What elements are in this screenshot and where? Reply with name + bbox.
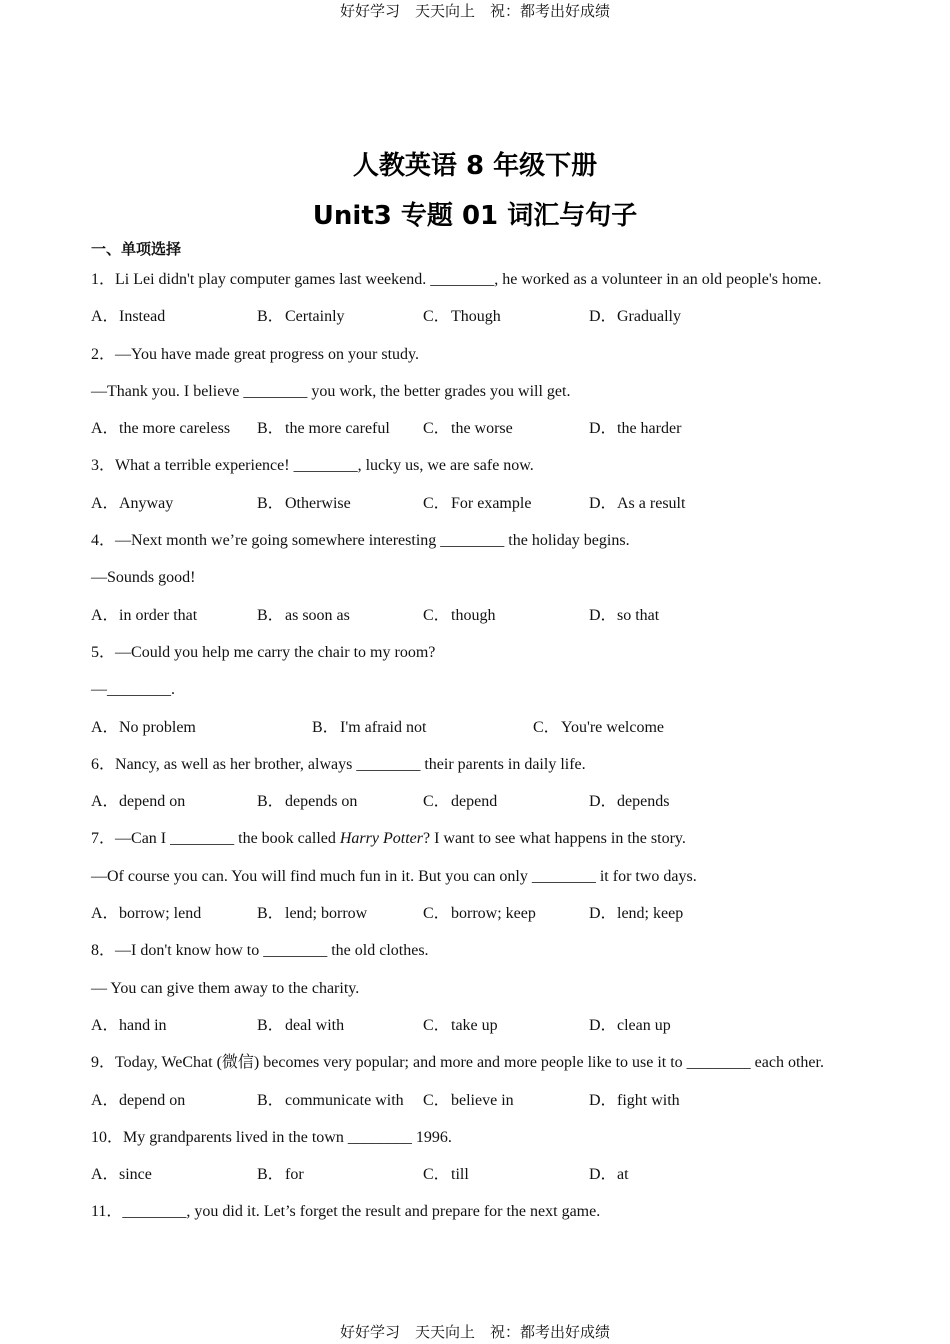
option-c[interactable]: C．For example [423,494,532,512]
option-a[interactable]: A．No problem [91,718,196,736]
book-title: Harry Potter [339,830,423,848]
option-a[interactable]: A．depend on [91,793,186,811]
question-5-options [91,715,891,752]
section-title: 一、单项选择 [91,240,182,258]
question-8-options [91,1013,891,1050]
question-11-stem [91,1199,891,1236]
question-number: 2． [91,345,116,363]
question-8-reply: — You can give them away to the charity. [91,979,360,997]
question-1-stem [91,267,891,304]
option-d[interactable]: D．depends [589,793,670,811]
question-7-reply: —Of course you can. You will find much fun in it. But you can only ________ it for two days. [91,867,697,885]
option-c[interactable]: C．Though [423,308,501,326]
option-d[interactable]: D．As a result [589,494,686,512]
question-4-reply: —Sounds good! [91,569,196,587]
option-c[interactable]: C．though [423,606,496,624]
question-text: Today, WeChat (微信) becomes very popular; and more and more people like to use it to ________ each other. [115,1054,824,1072]
option-b[interactable]: B．for [257,1166,304,1184]
question-8-stem [91,938,891,975]
option-b[interactable]: B．as soon as [257,606,350,624]
question-4-options [91,603,891,640]
question-2-reply: —Thank you. I believe ________ you work, the better grades you will get. [91,382,571,400]
question-5-reply: —________. [91,681,175,699]
question-text: What a terrible experience! ________, lucky us, we are safe now. [115,457,534,475]
question-text: —Next month we’re going somewhere interesting ________ the holiday begins. [115,532,630,550]
option-b[interactable]: B．I'm afraid not [312,718,427,736]
option-c[interactable]: C．the worse [423,420,513,438]
document-title: 人教英语 8 年级下册 [352,151,598,181]
question-9-stem [91,1050,891,1087]
option-d[interactable]: D．fight with [589,1091,680,1109]
question-text: —I don't know how to ________ the old clothes. [115,942,429,960]
question-5-stem [91,640,891,677]
question-7-options [91,901,891,938]
option-a[interactable]: A．borrow; lend [91,905,202,923]
option-b[interactable]: B．depends on [257,793,358,811]
option-b[interactable]: B．lend; borrow [257,905,368,923]
question-text: My grandparents lived in the town ________ 1996. [123,1128,452,1146]
question-number: 11． [91,1203,123,1221]
question-6-options [91,789,891,826]
question-number: 7． [91,830,116,848]
question-2-options [91,416,891,453]
question-4-stem [91,528,891,565]
question-text: —You have made great progress on your study. [115,345,419,363]
option-b[interactable]: B．communicate with [257,1091,404,1109]
question-text: Li Lei didn't play computer games last weekend. ________, he worked as a volunteer in an old people's home. [115,271,822,288]
option-d[interactable]: D．at [589,1166,629,1184]
question-text: —Can I ________ the book called [115,830,340,848]
option-d[interactable]: D．so that [589,606,660,624]
question-number: 10． [91,1128,124,1146]
document-subtitle: Unit3 专题 01 词汇与句子 [312,201,638,231]
question-text: ? I want to see what happens in the story. [422,830,686,848]
question-1-options [91,304,891,341]
option-a[interactable]: A．in order that [91,606,198,624]
question-6-stem [91,752,891,789]
question-3-stem [91,453,891,490]
option-c[interactable]: C．depend [423,793,498,811]
page-footer: 好好学习 天天向上 祝：都考出好成绩 [339,1323,610,1341]
question-10-options [91,1162,891,1199]
option-b[interactable]: B．deal with [257,1016,345,1034]
question-number: 1． [91,271,116,288]
question-7-stem [91,826,891,863]
option-d[interactable]: D．clean up [589,1016,671,1034]
option-b[interactable]: B．the more careful [257,420,390,438]
option-c[interactable]: C．borrow; keep [423,905,536,923]
question-2-stem [91,342,891,379]
option-c[interactable]: C．take up [423,1016,498,1034]
question-number: 6． [91,755,116,773]
option-a[interactable]: A．the more careless [91,420,231,438]
question-number: 8． [91,942,116,960]
question-text: Nancy, as well as her brother, always ________ their parents in daily life. [115,755,586,773]
question-number: 4． [91,532,116,550]
option-c[interactable]: C．believe in [423,1091,514,1109]
option-d[interactable]: D．Gradually [589,308,681,326]
option-a[interactable]: A．Anyway [91,494,174,512]
question-9-options [91,1088,891,1125]
question-number: 9． [91,1054,116,1072]
option-a[interactable]: A．Instead [91,308,166,326]
question-number: 3． [91,457,116,475]
option-c[interactable]: C．till [423,1166,469,1184]
option-d[interactable]: D．the harder [589,420,682,438]
option-b[interactable]: B．Certainly [257,308,345,326]
option-c[interactable]: C．You're welcome [533,718,665,736]
option-a[interactable]: A．hand in [91,1016,167,1034]
question-list [91,267,891,1237]
question-10-stem [91,1125,891,1162]
page-header: 好好学习 天天向上 祝：都考出好成绩 [339,2,610,20]
option-d[interactable]: D．lend; keep [589,905,684,923]
option-b[interactable]: B．Otherwise [257,494,351,512]
question-number: 5． [91,643,116,661]
question-3-options [91,491,891,528]
option-a[interactable]: A．since [91,1166,152,1184]
question-text: —Could you help me carry the chair to my room? [115,643,436,661]
option-a[interactable]: A．depend on [91,1091,186,1109]
question-text: ________, you did it. Let’s forget the result and prepare for the next game. [122,1203,601,1221]
